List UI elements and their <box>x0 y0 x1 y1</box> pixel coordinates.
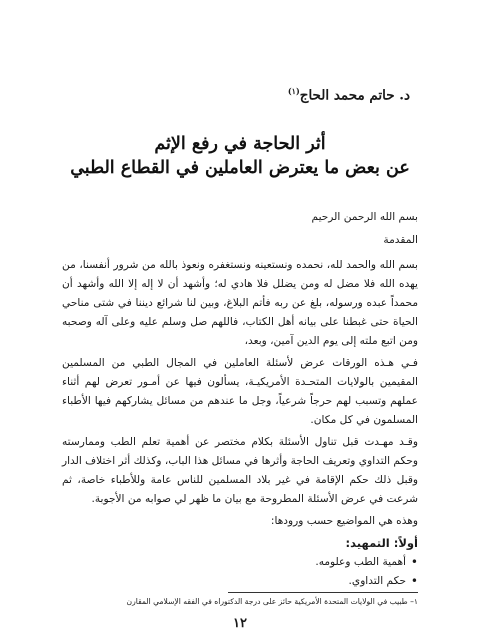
author-footnote-marker: (١) <box>287 86 300 96</box>
author-line <box>288 86 410 104</box>
intro-heading: المقدمة <box>383 234 418 246</box>
body-text <box>62 208 418 591</box>
author-name: د. حاتم محمد الحاج <box>299 87 410 104</box>
basmala: بسم الله الرحمن الرحيم <box>311 211 418 223</box>
footnote: ١– طبيب في الولايات المتحدة الأمريكية حائز على درجة الدكتوراه في الفقه الإسلامي المقارن <box>126 597 418 606</box>
paragraph-purpose: فـي هـذه الورقات عرض لأسئلة العاملين في المجال الطبي من المسلمين المقيمين بالولايات المتحـدة الأمريكيـة، يسألون فيها عن أمـور تعرض لهم أثناء عملهم وتسبب لهم حرجاً شرعياً، وجل ما عندهم من مسائل يشاركهم فيها الأطباء المسلمون في كل مكان. <box>62 357 418 426</box>
article-title <box>40 132 440 180</box>
page-number: ١٢ <box>233 616 247 631</box>
list-item: • حكم التداوي. <box>62 572 418 591</box>
topics-intro: وهذه هي المواضيع حسب ورودها: <box>270 515 418 527</box>
title-line-1: أثر الحاجة في رفع الإثم <box>154 134 326 154</box>
paragraph-opening: بسم الله والحمد لله، نحمده ونستعينه ونستغفره ونعوذ بالله من شرور أنفسنا، من يهده الله فلا مضل له ومن يضلل فلا هادي له؛ وأشهد أن لا إله إلا الله وأشهد أن محمداً عبده ورسوله، بلغ عن ربه فأتم البلاغ، وبين لنا شرائع ديننا في شتى مناحي الحياة حتى غبطنا على بيانه أهل الكتاب، فاللهم صل وسلم عليه وعلى آله وصحبه ومن اتبع ملته إلى يوم الدين آمين، وبعد، <box>62 259 418 347</box>
title-line-2: عن بعض ما يعترض العاملين في القطاع الطبي <box>70 158 410 178</box>
topic-list <box>62 553 418 591</box>
list-item: • أهمية الطب وعلومه. <box>62 553 418 572</box>
footnote-divider <box>228 592 418 593</box>
paragraph-method: وقـد مهـدت قبل تناول الأسئلة بكلام مختصر عن أهمية تعلم الطب وممارسته وحكم التداوي وتعريف الحاجة وأثرها في مسائل هذا الباب، وكذلك أثر اختلاف الدار وقبل ذلك حكم الإقامة في غير بلاد المسلمين للناس عامة وللأطباء خاصة، ثم شرعت في عرض الأسئلة المطروحة مع بيان ما ظهر لي صوابه من الأجوبة. <box>61 436 418 505</box>
section-heading: أولاً: التمهيد: <box>345 536 418 550</box>
